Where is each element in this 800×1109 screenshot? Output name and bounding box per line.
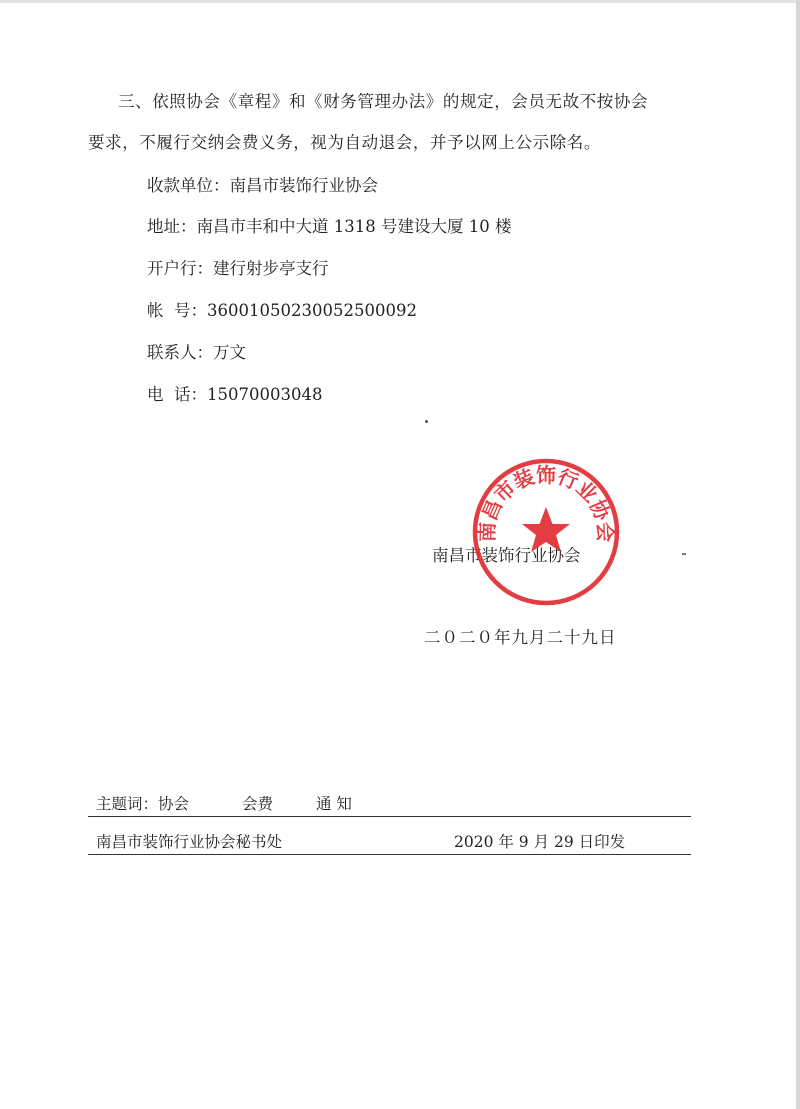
contact-info <box>147 341 246 365</box>
seal-text: 南昌市装饰行业协会 <box>474 462 618 543</box>
phone-label: 电 话： <box>147 385 207 404</box>
keyword-1: 协会 <box>158 795 190 813</box>
phone-info <box>147 383 322 407</box>
address-info <box>147 215 511 239</box>
address-label: 地址： <box>147 217 197 236</box>
bank-label: 开户行： <box>147 259 213 278</box>
keywords-row <box>88 792 691 817</box>
official-seal-icon <box>471 457 621 607</box>
issuer-name: 南昌市装饰行业协会秘书处 <box>96 833 283 851</box>
keyword-3: 通 知 <box>316 795 352 813</box>
address-value: 南昌市丰和中大道 1318 号建设大厦 10 楼 <box>196 217 512 236</box>
keyword-2: 会费 <box>242 795 274 813</box>
contact-value: 万文 <box>213 343 246 362</box>
scan-edge-top <box>0 0 800 3</box>
issuer-row <box>88 830 691 855</box>
payee-value: 南昌市装饰行业协会 <box>229 176 378 195</box>
payee-label: 收款单位： <box>147 176 230 195</box>
paragraph-3-line-2: 要求，不履行交纳会费义务，视为自动退会，并予以网上公示除名。 <box>88 133 601 152</box>
bank-value: 建行射步亭支行 <box>213 259 329 278</box>
payee-info <box>147 174 378 198</box>
keywords-label: 主题词：协会 <box>96 795 190 813</box>
print-date: 2020 年 9 月 29 日印发 <box>454 833 626 851</box>
bank-info <box>147 257 329 281</box>
signature-date: 二０二０年九月二十九日 <box>424 628 617 647</box>
account-value: 36001050230052500092 <box>207 301 417 320</box>
account-info <box>147 299 417 323</box>
signature-organization: 南昌市装饰行业协会 <box>432 546 581 565</box>
ink-mark <box>682 553 686 555</box>
account-label: 帐 号： <box>147 301 207 320</box>
paragraph-3-line-1: 三、依照协会《章程》和《财务管理办法》的规定，会员无故不按协会 <box>118 92 649 111</box>
phone-value: 15070003048 <box>207 385 323 404</box>
scan-edge-right <box>796 0 800 1109</box>
contact-label: 联系人： <box>147 343 213 362</box>
ink-dot <box>425 420 428 423</box>
